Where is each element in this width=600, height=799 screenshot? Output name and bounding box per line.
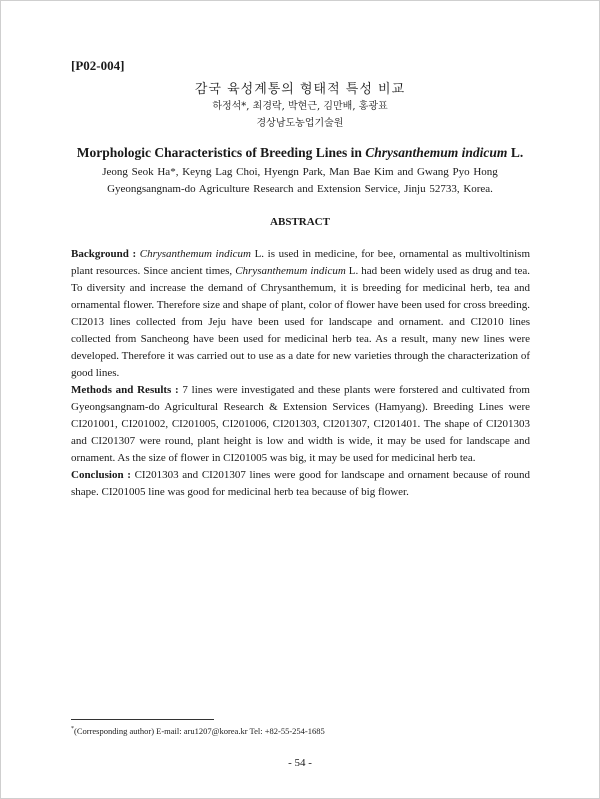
korean-title: 감국 육성계통의 형태적 특성 비교 — [194, 82, 406, 97]
conclusion-label: Conclusion : — [71, 469, 131, 481]
background-species-1: Chrysanthemum indicum — [139, 248, 251, 260]
footnote-text: (Corresponding author) E-mail: aru1207@korea.kr Tel: +82-55-254-1685 — [74, 726, 325, 736]
background-species-2: Chrysanthemum indicum — [235, 265, 346, 277]
background-label: Background : — [71, 248, 137, 260]
background-text-1: L. is used in medicine, for bee, ornamental as multivoltinism plant resources. Since ancient times, — [71, 248, 531, 277]
english-title — [0, 145, 600, 161]
methods-paragraph — [71, 382, 530, 467]
page-number: - 54 - — [288, 757, 312, 769]
abstract-heading: ABSTRACT — [270, 216, 330, 228]
title-suffix: L. — [507, 145, 524, 160]
methods-label: Methods and Results : — [71, 384, 179, 396]
korean-affiliation: 경상남도농업기술원 — [256, 118, 344, 129]
abstract-body — [71, 246, 530, 501]
korean-authors: 하정석*, 최경락, 박현근, 김만배, 홍광표 — [212, 101, 388, 112]
methods-text: 7 lines were investigated and these plants were forstered and cultivated from Gyeongsangnam-do Agricultural Research & Extension Services (Hamyang). Breeding Lines were CI201001, CI201002, CI201005, CI201006, CI201303, CI201307, CI201401. The shape of CI201303 and CI201307 were round, plant height is low and width is wide, it may be used for landscape and ornament. As the size of flower in CI201005 was big, it may be used for medicinal herb tea. — [71, 384, 530, 464]
conclusion-paragraph — [71, 467, 530, 501]
conclusion-text: CI201303 and CI201307 lines were good for landscape and ornament because of round shape. CI201005 line was good for medicinal herb tea because of big flower. — [71, 469, 530, 498]
footnote-mark: * — [71, 726, 74, 733]
english-authors: Jeong Seok Ha*, Keyng Lag Choi, Hyengn Park, Man Bae Kim and Gwang Pyo Hong — [102, 166, 498, 178]
footnote-divider — [71, 719, 214, 720]
english-affiliation: Gyeongsangnam-do Agriculture Research and Extension Service, Jinju 52733, Korea. — [107, 183, 493, 195]
abstract-code: [P02-004] — [71, 58, 125, 73]
title-species: Chrysanthemum indicum — [365, 145, 508, 160]
footnote — [71, 726, 325, 736]
background-paragraph — [71, 246, 530, 382]
background-text-2: L. had been widely used as drug and tea. To diversity and increase the demand of Chrysanthemum, it is breeding for medicinal herb, tea and ornamental flower. Therefore size and shape of plant, color of flower have been used for cross breeding. CI2013 lines collected from Jeju have been used for landscape and ornament. and CI2010 lines collected from Sancheong have been used for medicinal herb tea. As a result, many new lines were developed. Therefore it was carried out to use as a date for new varieties through the characterization of good lines. — [71, 265, 531, 379]
title-prefix: Morphologic Characteristics of Breeding Lines in — [76, 145, 366, 160]
